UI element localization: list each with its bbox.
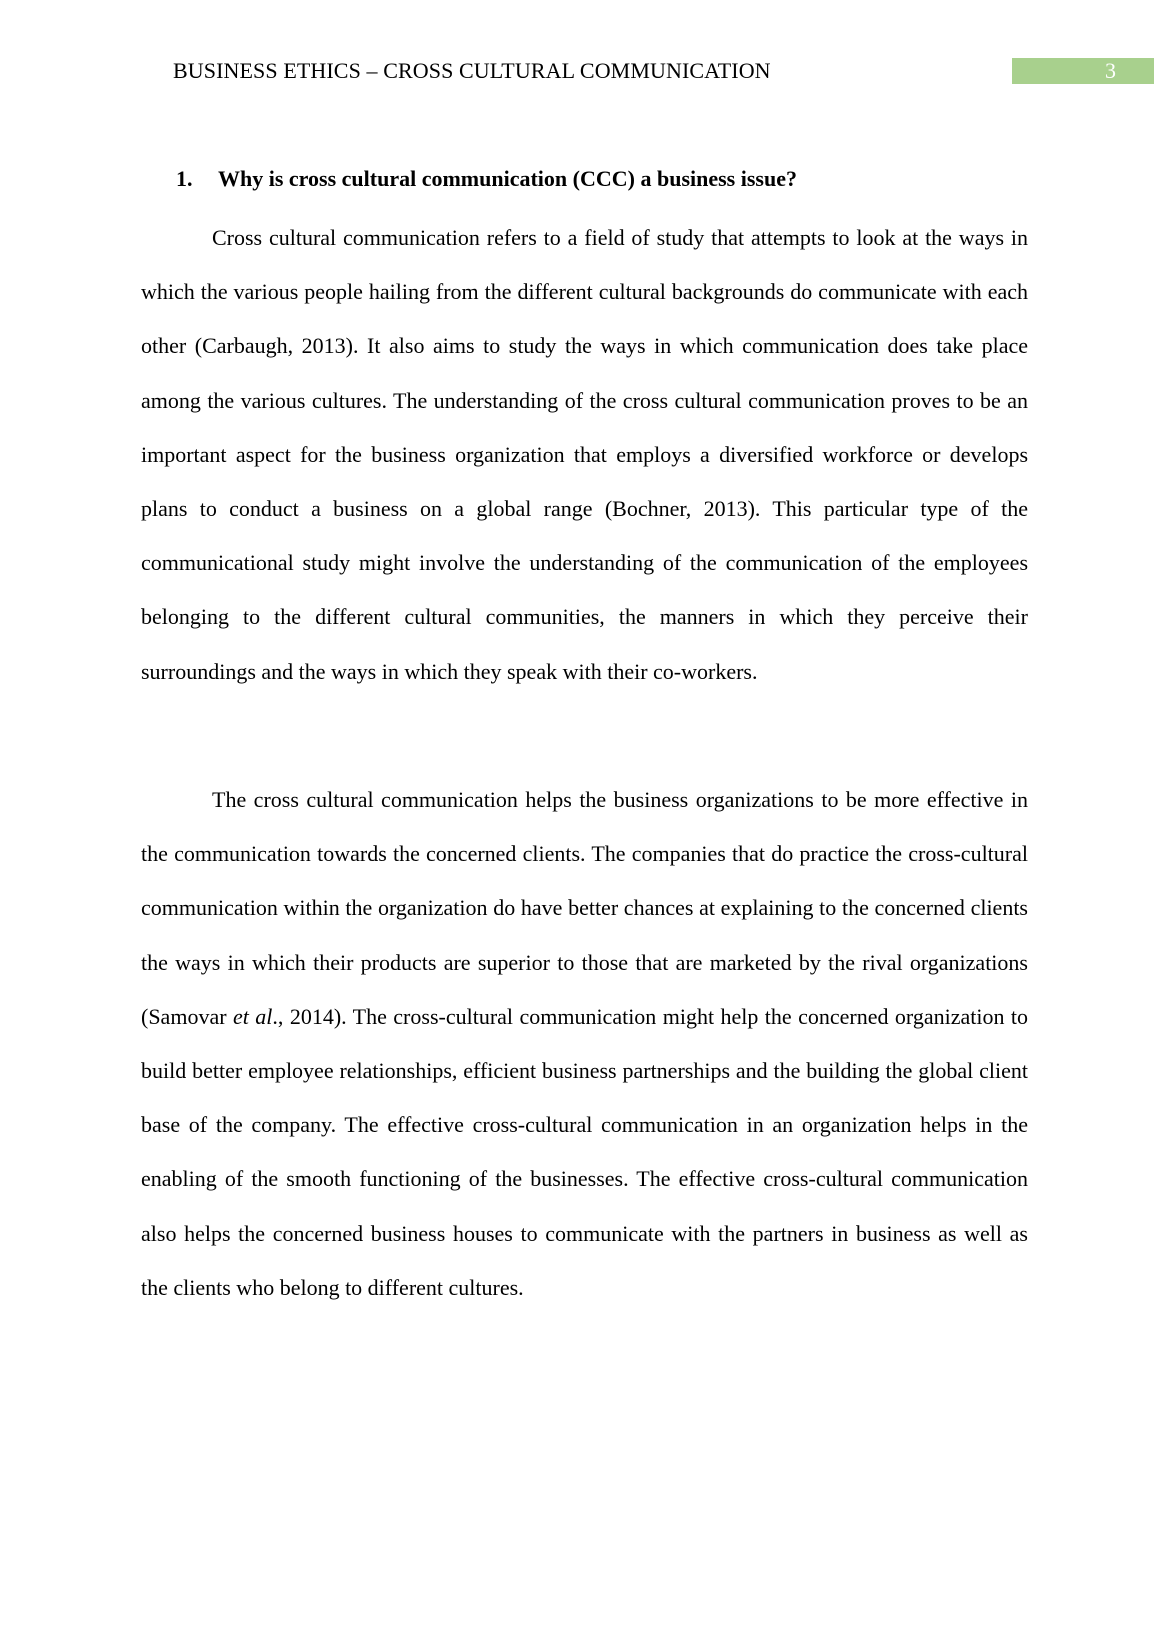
page-number-badge: [1012, 58, 1154, 84]
section-number: 1.: [176, 166, 193, 191]
paragraph-2-text-start: The cross cultural communication helps the business organizations to be more effective in the communication towards the concerned clients. The companies that do practice the cross-cultural communication within the organization do have better chances at explaining to the concerned clients the ways in which their products are superior to those that are marketed by the rival organizations (Samovar: [141, 787, 1028, 1029]
body-paragraph-1-container: [141, 211, 1028, 699]
body-paragraph-2: [141, 773, 1028, 1315]
section-title: Why is cross cultural communication (CCC) a business issue?: [218, 166, 797, 191]
citation-italic-et-al: et al: [232, 1003, 273, 1029]
body-paragraph-2-container: [141, 773, 1028, 1315]
running-header-title: BUSINESS ETHICS – CROSS CULTURAL COMMUNICATION: [173, 58, 771, 83]
paragraph-2-text-end: ., 2014). The cross-cultural communication might help the concerned organization to build better employee relationships, efficient business partnerships and the building the global client base of the company. The effective cross-cultural communication in an organization helps in the enabling of the smooth functioning of the businesses. The effective cross-cultural communication also helps the concerned business houses to communicate with the partners in business as well as the clients who belong to different cultures.: [141, 1003, 1029, 1300]
body-paragraph-1: Cross cultural communication refers to a field of study that attempts to look at the ways in which the various people hailing from the different cultural backgrounds do communicate with each other (Carbaugh, 2013). It also aims to study the ways in which communication does take place among the various cultures. The understanding of the cross cultural communication proves to be an important aspect for the business organization that employs a diversified workforce or develops plans to conduct a business on a global range (Bochner, 2013). This particular type of the communicational study might involve the understanding of the communication of the employees belonging to the different cultural communities, the manners in which they perceive their surroundings and the ways in which they speak with their co-workers.: [141, 225, 1028, 684]
section-heading: [176, 164, 797, 194]
page-number: 3: [1105, 58, 1116, 83]
